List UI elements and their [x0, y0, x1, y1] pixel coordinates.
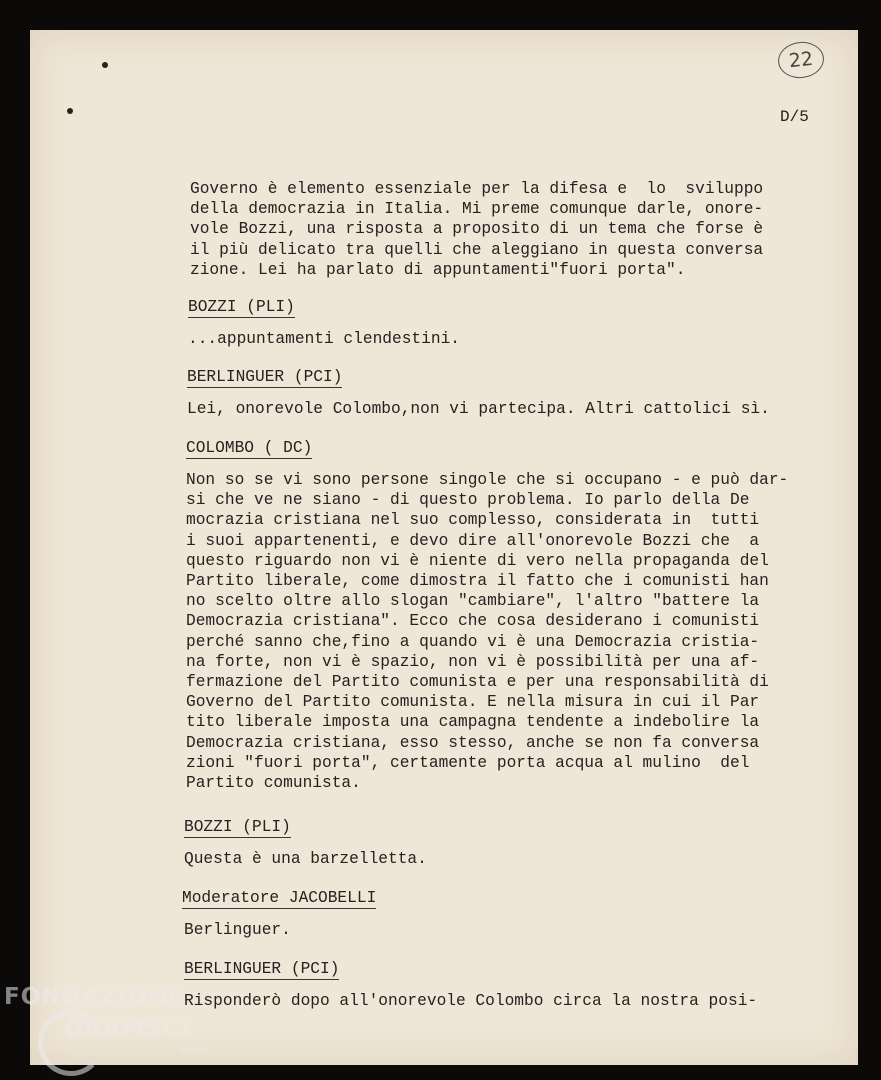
text-line: della democrazia in Italia. Mi preme comunque darle, onore- — [190, 200, 764, 219]
document-code: D/5 — [780, 108, 809, 126]
text-line: Democrazia cristiana, esso stesso, anche se non fa conversa — [186, 733, 760, 752]
line-berlinguer: Lei, onorevole Colombo,non vi partecipa. Altri cattolici sì. — [187, 400, 770, 418]
text-line: fermazione del Partito comunista e per una responsabilità di — [186, 673, 769, 692]
punch-hole — [67, 108, 73, 114]
text-line: vole Bozzi, una risposta a proposito di un tema che forse è — [190, 220, 764, 239]
text-line: i suoi appartenenti, e devo dire all'onorevole Bozzi che a — [186, 531, 760, 550]
line-berlinguer: Risponderò dopo all'onorevole Colombo circa la nostra posi- — [184, 992, 758, 1010]
text-line: Governo del Partito comunista. E nella misura in cui il Par — [186, 693, 760, 712]
text-line: zione. Lei ha parlato di appuntamenti"fuori porta". — [190, 260, 686, 279]
text-line: questo riguardo non vi è niente di vero nella propaganda del — [186, 551, 769, 570]
text-line: Non so se vi sono persone singole che si occupano - e può dar- — [186, 471, 789, 489]
paragraph-governo — [190, 179, 763, 280]
punch-hole — [102, 62, 108, 68]
speaker-bozzi: BOZZI (PLI) — [184, 818, 291, 836]
text-line: il più delicato tra quelli che aleggiano in questa conversa — [190, 240, 764, 259]
text-line: no scelto oltre allo slogan "cambiare", l'altro "battere la — [186, 592, 760, 611]
page-number-stamp: 22 — [776, 40, 826, 81]
watermark-line1: FONDAZIONE — [4, 984, 186, 1010]
text-line: zioni "fuori porta", certamente porta acqua al mulino del — [186, 753, 750, 772]
watermark-line3: onlus — [180, 1046, 207, 1057]
text-line: Partito comunista. — [186, 774, 361, 793]
line-bozzi: Questa è una barzelletta. — [184, 850, 427, 868]
speaker-colombo: COLOMBO ( DC) — [186, 439, 313, 457]
fondazione-gramsci-watermark — [4, 984, 224, 1080]
text-line: si che ve ne siano - di questo problema. Io parlo della De — [186, 491, 750, 510]
text-line: Partito liberale, come dimostra il fatto che i comunisti han — [186, 572, 769, 591]
text-line: na forte, non vi è spazio, non vi è possibilità per una af- — [186, 652, 760, 671]
speaker-moderatore: Moderatore JACOBELLI — [182, 889, 377, 907]
text-line: Governo è elemento essenziale per la difesa e lo sviluppo — [190, 180, 764, 198]
text-line: Democrazia cristiana". Ecco che cosa desiderano i comunisti — [186, 612, 760, 631]
speaker-berlinguer: BERLINGUER (PCI) — [184, 960, 340, 978]
speaker-bozzi: BOZZI (PLI) — [188, 298, 295, 316]
watermark-line2: GRAMSCI — [64, 1016, 191, 1042]
text-line: perché sanno che,fino a quando vi è una Democrazia cristia- — [186, 632, 760, 651]
text-line: tito liberale imposta una campagna tendente a indebolire la — [186, 713, 760, 732]
paragraph-colombo — [186, 470, 788, 793]
line-moderatore: Berlinguer. — [184, 921, 291, 939]
speaker-berlinguer: BERLINGUER (PCI) — [187, 368, 343, 386]
line-bozzi: ...appuntamenti clendestini. — [188, 330, 460, 348]
text-line: mocrazia cristiana nel suo complesso, considerata in tutti — [186, 511, 760, 530]
